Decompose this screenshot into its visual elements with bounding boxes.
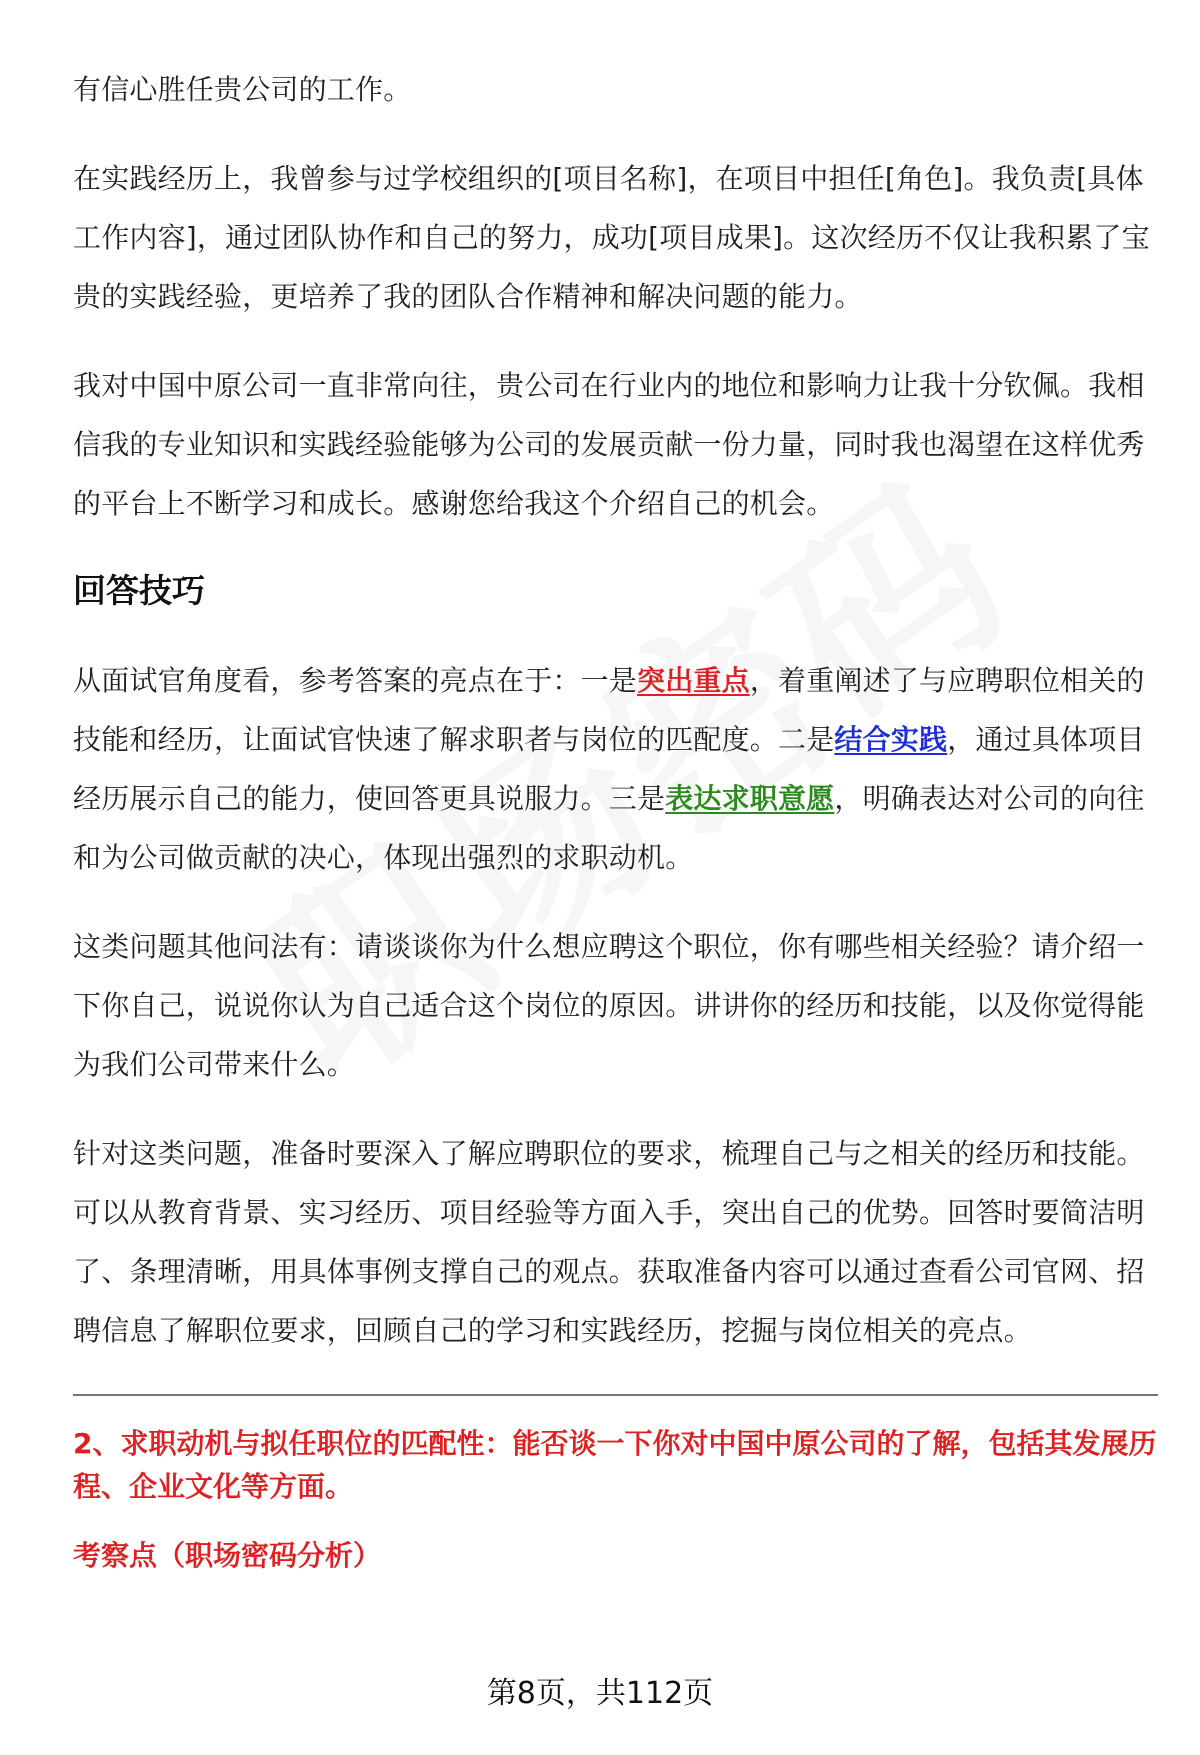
paragraph-intro-end: 有信心胜任贵公司的工作。 [73,73,412,106]
highlight-intent: 表达求职意愿 [665,782,835,815]
section-title-answer-tips: 回答技巧 [73,571,205,610]
highlight-practice: 结合实践 [834,723,948,756]
paragraph-company-aspiration: 我对中国中原公司一直非常向往，贵公司在行业内的地位和影响力让我十分钦佩。我相信我的专业知识和实践经验能够为公司的发展贡献一份力量，同时我也渴望在这样优秀的平台上不断学习和成长。感谢您给我这个介绍自己的机会。 [73,369,1145,520]
question-2: 2、求职动机与拟任职位的匹配性：能否谈一下你对中国中原公司的了解，包括其发展历程、企业文化等方面。 [73,1427,1157,1503]
highlight-focus: 突出重点 [637,664,750,697]
tips-text-2: ，着重阐述了与应聘职位相关的技能和经历，让面试官快速了解求职者与岗位的匹配度。二是 [73,664,1145,756]
tips-text-1: 从面试官角度看，参考答案的亮点在于：一是 [73,664,638,697]
tips-text-4: ，明确表达对公司的向往和为公司做贡献的决心，体现出强烈的求职动机。 [73,782,1145,874]
tips-text-3: ，通过具体项目经历展示自己的能力，使回答更具说服力。三是 [73,723,1145,815]
page-number-footer: 第8页，共112页 [486,1676,714,1711]
page-content [73,60,1158,1577]
paragraph-practice-experience: 在实践经历上，我曾参与过学校组织的[项目名称]，在项目中担任[角色]。我负责[具体工作内容]，通过团队协作和自己的努力，成功[项目成果]。这次经历不仅让我积累了宝贵的实践经验，更培养了我的团队合作精神和解决问题的能力。 [73,162,1150,313]
subhead-exam-point: 考察点（职场密码分析） [73,1539,382,1572]
paragraph-alt-questions: 这类问题其他问法有：请谈谈你为什么想应聘这个职位，你有哪些相关经验？请介绍一下你自己，说说你认为自己适合这个岗位的原因。讲讲你的经历和技能，以及你觉得能为我们公司带来什么。 [73,930,1145,1081]
paragraph-tips [73,651,1158,887]
paragraph-preparation-advice: 针对这类问题，准备时要深入了解应聘职位的要求，梳理自己与之相关的经历和技能。可以从教育背景、实习经历、项目经验等方面入手，突出自己的优势。回答时要简洁明了、条理清晰，用具体事例支撑自己的观点。获取准备内容可以通过查看公司官网、招聘信息了解职位要求，回顾自己的学习和实践经历，挖掘与岗位相关的亮点。 [73,1137,1145,1347]
